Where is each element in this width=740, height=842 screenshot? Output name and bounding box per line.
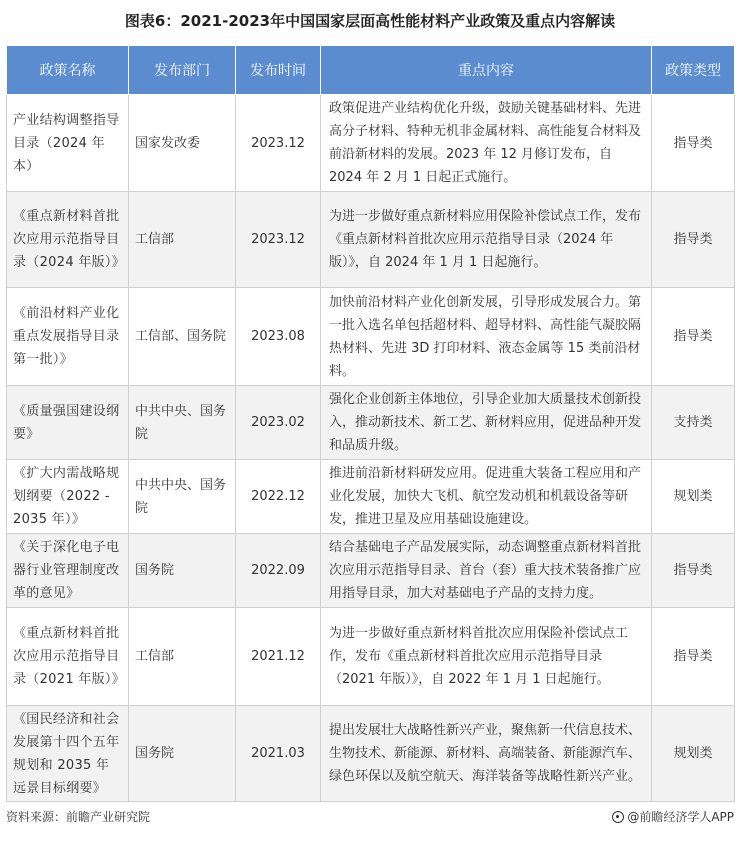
policy-name-cell: 产业结构调整指导目录（2024 年本） <box>7 95 129 192</box>
date-cell: 2021.03 <box>236 706 321 802</box>
table-row <box>7 534 735 608</box>
policy-type-cell: 指导类 <box>652 608 735 706</box>
policy-name-cell: 《前沿材料产业化重点发展指导目录第一批）》 <box>7 288 129 386</box>
department-cell: 国家发改委 <box>129 95 236 192</box>
policy-type-cell: 规划类 <box>652 460 735 534</box>
policy-type-cell: 支持类 <box>652 386 735 460</box>
date-cell: 2023.02 <box>236 386 321 460</box>
department-cell: 工信部 <box>129 192 236 288</box>
policy-type-cell: 指导类 <box>652 192 735 288</box>
table-row <box>7 460 735 534</box>
content-cell: 为进一步做好重点新材料首批次应用保险补偿试点工作，发布《重点新材料首批次应用示范指导目录（2021 年版）》，自 2022 年 1 月 1 日起施行。 <box>321 608 652 706</box>
policy-name-cell: 《质量强国建设纲要》 <box>7 386 129 460</box>
page-title: 图表6：2021-2023年中国国家层面高性能材料产业政策及重点内容解读 <box>124 12 616 30</box>
policy-name-cell: 《重点新材料首批次应用示范指导目录（2021 年版）》 <box>7 608 129 706</box>
policy-name-cell: 《国民经济和社会发展第十四个五年规划和 2035 年远景目标纲要》 <box>7 706 129 802</box>
department-cell: 工信部、国务院 <box>129 288 236 386</box>
header-policy-type: 政策类型 <box>652 46 735 95</box>
table-row <box>7 95 735 192</box>
content-cell: 提出发展壮大战略性新兴产业，聚焦新一代信息技术、生物技术、新能源、新材料、高端装备、新能源汽车、绿色环保以及航空航天、海洋装备等战略性新兴产业。 <box>321 706 652 802</box>
header-department: 发布部门 <box>129 46 236 95</box>
header-date: 发布时间 <box>236 46 321 95</box>
date-cell: 2023.12 <box>236 192 321 288</box>
date-cell: 2021.12 <box>236 608 321 706</box>
table-row <box>7 192 735 288</box>
policy-type-cell: 指导类 <box>652 95 735 192</box>
header-content: 重点内容 <box>321 46 652 95</box>
content-cell: 强化企业创新主体地位，引导企业加大质量技术创新投入，推动新技术、新工艺、新材料应用，促进品种开发和品质升级。 <box>321 386 652 460</box>
policy-name-cell: 《重点新材料首批次应用示范指导目录（2024 年版）》 <box>7 192 129 288</box>
department-cell: 国务院 <box>129 534 236 608</box>
policy-type-cell: 规划类 <box>652 706 735 802</box>
brand-label: @前瞻经济学人APP <box>627 810 734 824</box>
table-row <box>7 608 735 706</box>
department-cell: 中共中央、国务院 <box>129 460 236 534</box>
date-cell: 2023.08 <box>236 288 321 386</box>
content-cell: 结合基础电子产品发展实际，动态调整重点新材料首批次应用示范指导目录、首台（套）重大技术装备推广应用指导目录，加大对基础电子产品的支持力度。 <box>321 534 652 608</box>
content-cell: 推进前沿新材料研发应用。促进重大装备工程应用和产业化发展，加快大飞机、航空发动机和机载设备等研发，推进卫星及应用基础设施建设。 <box>321 460 652 534</box>
table-row <box>7 288 735 386</box>
date-cell: 2023.12 <box>236 95 321 192</box>
department-cell: 工信部 <box>129 608 236 706</box>
table-header-row <box>7 46 735 95</box>
policy-table <box>6 45 735 802</box>
policy-type-cell: 指导类 <box>652 288 735 386</box>
brand-credit <box>612 808 734 825</box>
policy-type-cell: 指导类 <box>652 534 735 608</box>
source-note: 资料来源：前瞻产业研究院 <box>6 810 151 824</box>
date-cell: 2022.09 <box>236 534 321 608</box>
department-cell: 中共中央、国务院 <box>129 386 236 460</box>
policy-name-cell: 《关于深化电子电器行业管理制度改革的意见》 <box>7 534 129 608</box>
table-row <box>7 706 735 802</box>
header-policy-name: 政策名称 <box>7 46 129 95</box>
content-cell: 为进一步做好重点新材料应用保险补偿试点工作，发布《重点新材料首批次应用示范指导目录（2024 年版）》，自 2024 年 1 月 1 日起施行。 <box>321 192 652 288</box>
brand-logo-icon <box>612 811 624 823</box>
department-cell: 国务院 <box>129 706 236 802</box>
content-cell: 加快前沿材料产业化创新发展，引导形成发展合力。第一批入选名单包括超材料、超导材料、高性能气凝胶隔热材料、先进 3D 打印材料、液态金属等 15 类前沿材料。 <box>321 288 652 386</box>
table-row <box>7 386 735 460</box>
content-cell: 政策促进产业结构优化升级，鼓励关键基础材料、先进高分子材料、特种无机非金属材料、高性能复合材料及前沿新材料的发展。2023 年 12 月修订发布，自 2024 年 2 月 1 日起正式施行。 <box>321 95 652 192</box>
policy-name-cell: 《扩大内需战略规划纲要（2022 - 2035 年）》 <box>7 460 129 534</box>
date-cell: 2022.12 <box>236 460 321 534</box>
